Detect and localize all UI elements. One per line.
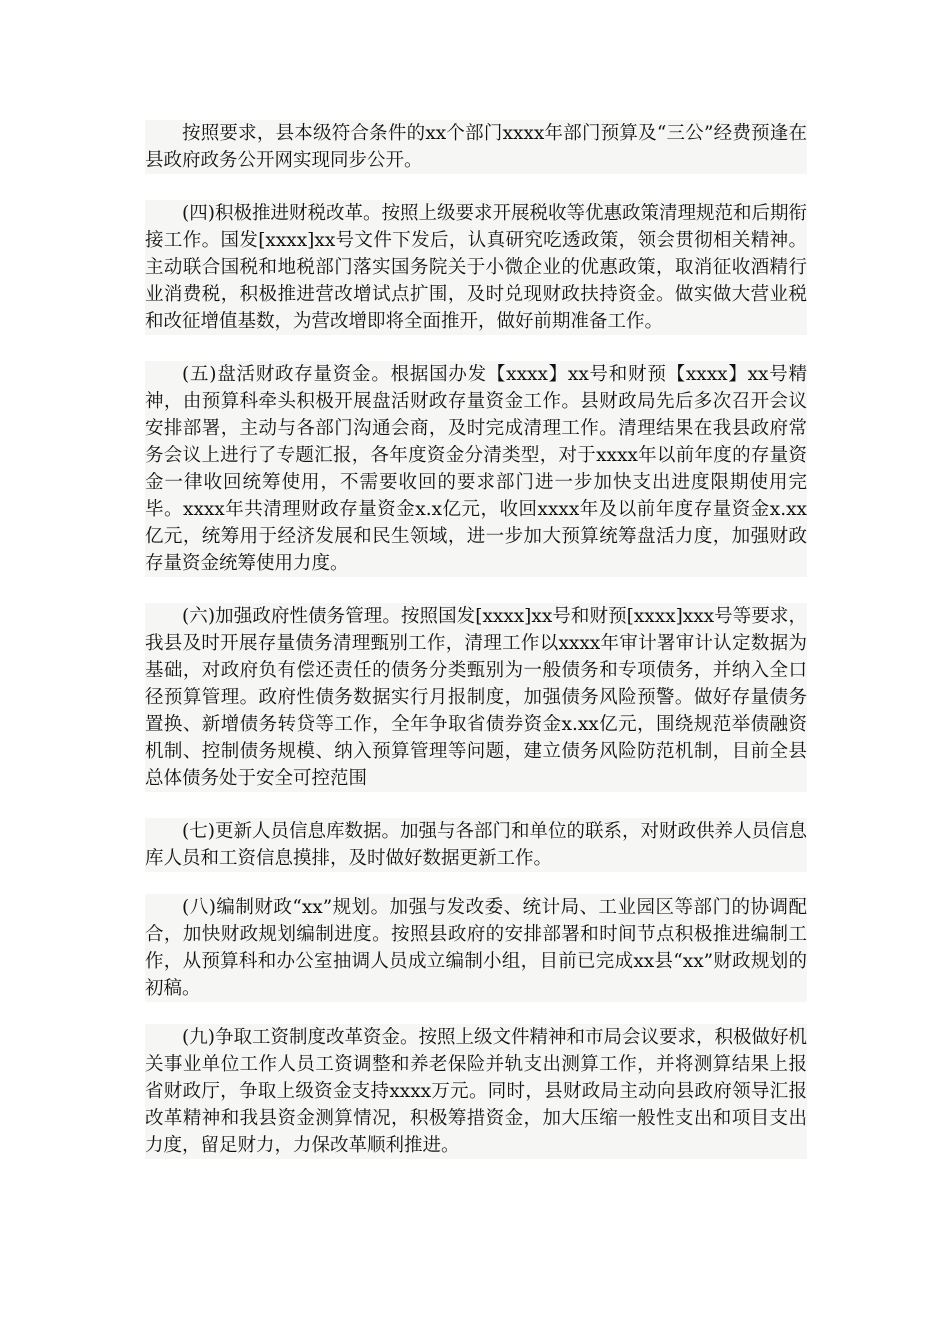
paragraph-tax-reform: (四)积极推进财税改革。按照上级要求开展税收等优惠政策清理规范和后期衔接工作。国发[xxxx]xx号文件下发后，认真研究吃透政策，领会贯彻相关精神。主动联合国税和地税部门落实国务院关于小微企业的优惠政策，取消征收酒精行业消费税，积极推进营改增试点扩围，及时兑现财政扶持资金。做实做大营业税和改征增值基数，为营改增即将全面推开，做好前期准备工作。 [145,200,807,335]
paragraph-spacer [145,335,807,361]
paragraph-spacer [145,174,807,200]
paragraph-spacer [145,872,807,894]
paragraph-fiscal-plan: (八)编制财政“xx”规划。加强与发改委、统计局、工业园区等部门的协调配合，加快财政规划编制进度。按照县政府的安排部署和时间节点积极推进编制工作，从预算科和办公室抽调人员成立编制小组，目前已完成xx县“xx”财政规划的初稿。 [145,894,807,1002]
paragraph-budget-disclosure: 按照要求，县本级符合条件的xx个部门xxxx年部门预算及“三公”经费预逢在县政府政务公开网实现同步公开。 [145,120,807,174]
document-body [145,120,807,1159]
paragraph-spacer [145,577,807,603]
paragraph-spacer [145,1002,807,1024]
paragraph-spacer [145,792,807,818]
paragraph-debt-management: (六)加强政府性债务管理。按照国发[xxxx]xx号和财预[xxxx]xxx号等要求，我县及时开展存量债务清理甄别工作，清理工作以xxxx年审计署审计认定数据为基础，对政府负有偿还责任的债务分类甄别为一般债务和专项债务，并纳入全口径预算管理。政府性债务数据实行月报制度，加强债务风险预警。做好存量债务置换、新增债务转贷等工作，全年争取省债券资金x.xx亿元，围绕规范举债融资机制、控制债务规模、纳入预算管理等问题，建立债务风险防范机制，目前全县总体债务处于安全可控范围 [145,603,807,792]
paragraph-personnel-database: (七)更新人员信息库数据。加强与各部门和单位的联系，对财政供养人员信息库人员和工资信息摸排，及时做好数据更新工作。 [145,818,807,872]
paragraph-wage-reform: (九)争取工资制度改革资金。按照上级文件精神和市局会议要求，积极做好机关事业单位工作人员工资调整和养老保险并轨支出测算工作，并将测算结果上报省财政厅，争取上级资金支持xxxx万元。同时，县财政局主动向县政府领导汇报改革精神和我县资金测算情况，积极筹措资金，加大压缩一般性支出和项目支出力度，留足财力，力保改革顺利推进。 [145,1024,807,1159]
paragraph-stock-funds: (五)盘活财政存量资金。根据国办发【xxxx】xx号和财预【xxxx】xx号精神，由预算科牵头积极开展盘活财政存量资金工作。县财政局先后多次召开会议安排部署，主动与各部门沟通会商，及时完成清理工作。清理结果在我县政府常务会议上进行了专题汇报，各年度资金分清类型，对于xxxx年以前年度的存量资金一律收回统筹使用，不需要收回的要求部门进一步加快支出进度限期使用完毕。xxxx年共清理财政存量资金x.x亿元，收回xxxx年及以前年度存量资金x.xx亿元，统筹用于经济发展和民生领域，进一步加大预算统筹盘活力度，加强财政存量资金统筹使用力度。 [145,361,807,577]
